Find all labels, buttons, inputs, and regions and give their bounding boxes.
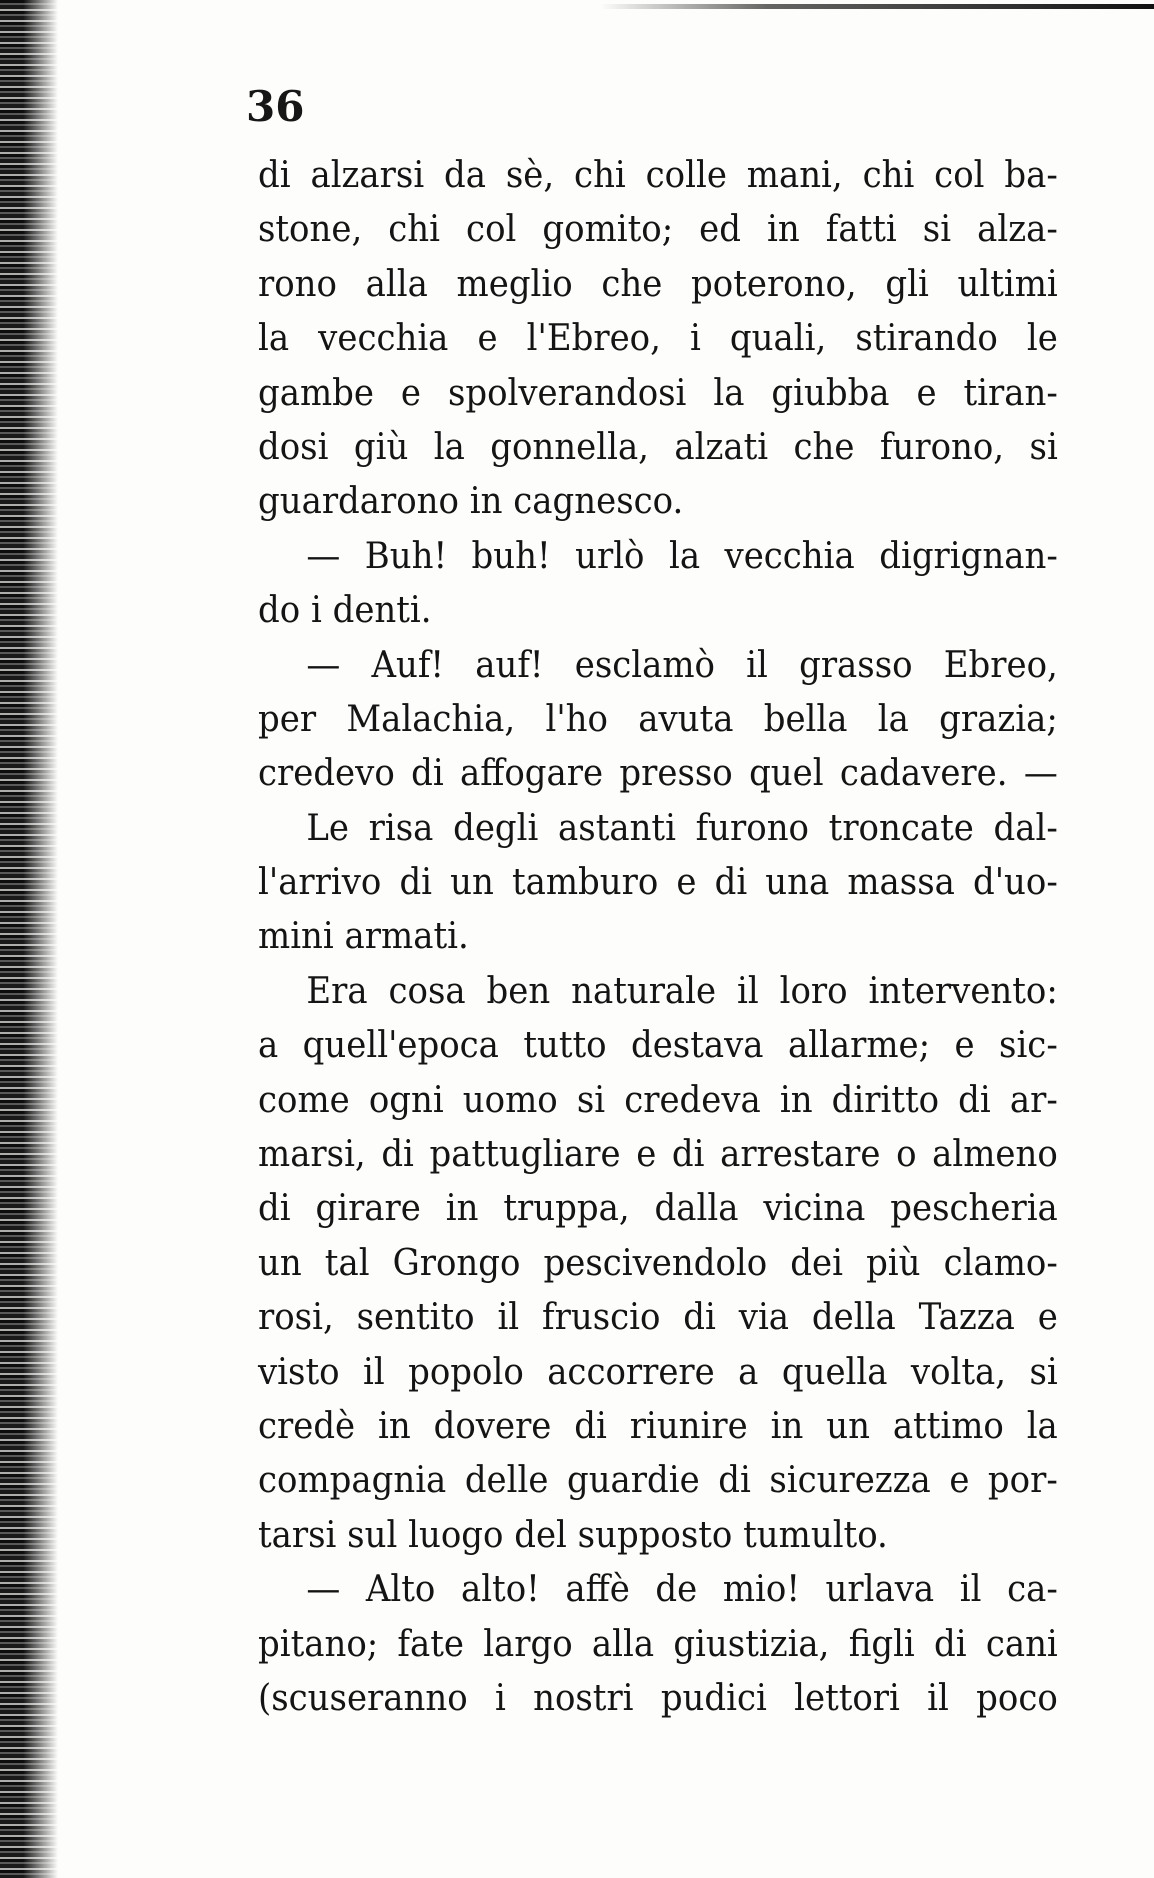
text-line: Le risa degli astanti furono troncate dal- xyxy=(306,805,1058,849)
page-top-edge xyxy=(600,4,1154,9)
text-line: come ogni uomo si credeva in diritto di ar- xyxy=(258,1077,1058,1121)
text-line: mini armati. xyxy=(258,914,469,958)
text-line: — Auf! auf! esclamò il grasso Ebreo, xyxy=(306,642,1058,686)
text-line: guardarono in cagnesco. xyxy=(258,479,684,523)
text-line: la vecchia e l'Ebreo, i quali, stirando le xyxy=(258,316,1058,360)
text-line: rosi, sentito il fruscio di via della Tazza e xyxy=(258,1295,1058,1339)
text-line: tarsi sul luogo del supposto tumulto. xyxy=(258,1512,888,1556)
text-line: — Buh! buh! urlò la vecchia digrignan- xyxy=(306,533,1058,577)
text-line: pitano; fate largo alla giustizia, figli di cani xyxy=(258,1621,1058,1665)
text-line: gambe e spolverandosi la giubba e tiran- xyxy=(258,370,1058,414)
text-line: — Alto alto! affè de mio! urlava il ca- xyxy=(306,1567,1058,1611)
text-line: stone, chi col gomito; ed in fatti si alza- xyxy=(258,207,1058,251)
text-line: rono alla meglio che poterono, gli ultimi xyxy=(258,261,1058,305)
text-line: credevo di affogare presso quel cadavere. — xyxy=(258,751,1058,795)
text-line: di girare in truppa, dalla vicina pescheria xyxy=(258,1186,1058,1230)
text-line: un tal Grongo pescivendolo dei più clamo- xyxy=(258,1240,1058,1284)
body-text xyxy=(258,148,1058,1725)
text-line: di alzarsi da sè, chi colle mani, chi col ba- xyxy=(258,153,1058,196)
text-line: do i denti. xyxy=(258,588,432,632)
page-number: 36 xyxy=(246,82,305,131)
text-line: (scuseranno i nostri pudici lettori il poco xyxy=(258,1675,1058,1719)
text-line: a quell'epoca tutto destava allarme; e sic- xyxy=(258,1023,1058,1067)
text-line: dosi giù la gonnella, alzati che furono, si xyxy=(258,424,1058,468)
text-line: marsi, di pattugliare e di arrestare o almeno xyxy=(258,1132,1058,1176)
text-line: credè in dovere di riunire in un attimo la xyxy=(258,1403,1058,1447)
text-line: per Malachia, l'ho avuta bella la grazia; xyxy=(258,696,1058,740)
text-line: Era cosa ben naturale il loro intervento: xyxy=(306,968,1058,1012)
text-line: visto il popolo accorrere a quella volta, si xyxy=(258,1349,1058,1393)
text-line: l'arrivo di un tamburo e di una massa d'uo- xyxy=(258,860,1058,904)
book-binding-shadow xyxy=(0,0,58,1878)
text-line: compagnia delle guardie di sicurezza e por- xyxy=(258,1458,1058,1502)
